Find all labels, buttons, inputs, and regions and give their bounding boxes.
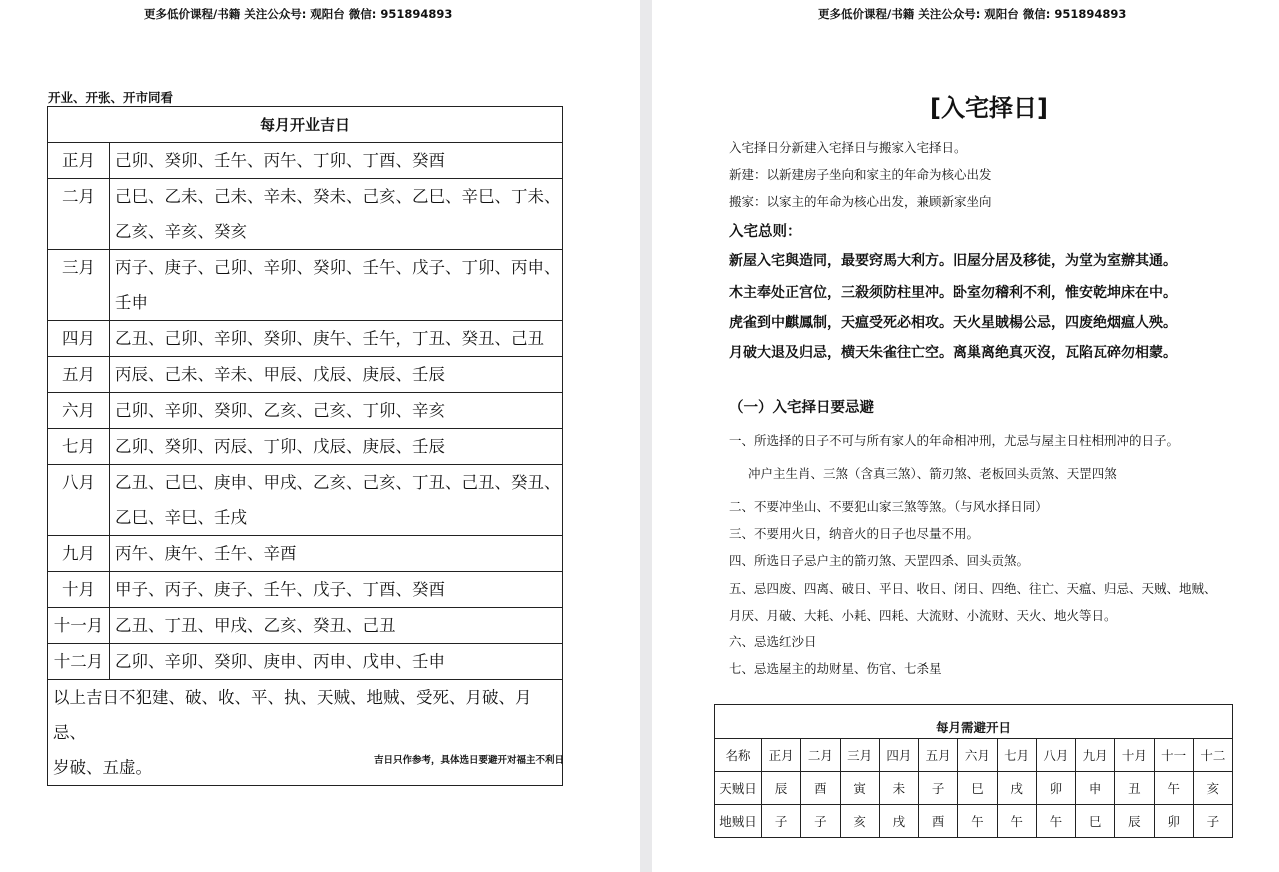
avoid-table-title: 每月需避开日	[715, 705, 1233, 739]
days-cell	[110, 357, 563, 393]
table-row	[48, 393, 563, 429]
verse-line: 月破大退及归忌，横天朱雀往亡空。离巢离绝真灭沒，瓦陷瓦碎勿相蒙。	[729, 345, 1177, 361]
month-value-cell: 十月	[1115, 739, 1154, 772]
avoid-days-table	[714, 704, 1233, 838]
page-divider	[640, 0, 652, 872]
month-cell: 十二月	[48, 644, 110, 680]
month-value-cell: 六月	[958, 739, 997, 772]
month-value-cell: 亥	[1193, 772, 1232, 805]
days-line: 乙丑、丁丑、甲戌、乙亥、癸丑、己丑	[115, 616, 396, 635]
month-value-cell: 午	[1154, 772, 1193, 805]
month-value-cell: 二月	[801, 739, 840, 772]
table-row	[715, 805, 1233, 838]
month-cell: 九月	[48, 536, 110, 572]
month-cell: 五月	[48, 357, 110, 393]
month-value-cell: 酉	[919, 805, 958, 838]
days-line: 甲子、丙子、庚子、壬午、戊子、丁酉、癸酉	[115, 580, 445, 599]
table-row	[48, 250, 563, 321]
month-value-cell: 辰	[762, 772, 801, 805]
month-value-cell: 四月	[879, 739, 918, 772]
row-label-cell: 天贼日	[715, 772, 762, 805]
month-value-cell: 巳	[958, 772, 997, 805]
month-value-cell: 七月	[997, 739, 1036, 772]
days-line: 乙卯、辛卯、癸卯、庚申、丙申、戊申、壬申	[115, 652, 445, 671]
month-value-cell: 子	[919, 772, 958, 805]
table-row	[48, 536, 563, 572]
days-cell	[110, 179, 563, 250]
header-row	[715, 739, 1233, 772]
table-row	[48, 321, 563, 357]
verse-line: 新屋入宅與造同，最要窍馬大利方。旧屋分居及移徒，为堂为室辦其通。	[729, 253, 1177, 269]
month-value-cell: 子	[801, 805, 840, 838]
days-cell	[110, 536, 563, 572]
table-title: 每月开业吉日	[48, 107, 563, 143]
days-line: 壬申	[115, 293, 148, 312]
footnote: 吉日只作参考，具体选日要避开对福主不利日	[374, 755, 565, 766]
month-cell: 四月	[48, 321, 110, 357]
month-value-cell: 子	[1193, 805, 1232, 838]
rule-line: 四、所选日子忌户主的箭刃煞、天罡四杀、回头贡煞。	[729, 553, 1030, 568]
header-promo: 更多低价课程/书籍 关注公众号: 观阳台 微信: 951894893	[818, 7, 1127, 21]
table-row	[48, 179, 563, 250]
days-line: 丙子、庚子、己卯、辛卯、癸卯、壬午、戊子、丁卯、丙申、	[115, 258, 561, 277]
header-promo: 更多低价课程/书籍 关注公众号: 观阳台 微信: 951894893	[144, 7, 453, 21]
month-value-cell: 申	[1076, 772, 1115, 805]
month-value-cell: 未	[879, 772, 918, 805]
month-value-cell: 卯	[1036, 772, 1075, 805]
month-cell: 七月	[48, 429, 110, 465]
days-line: 己巳、乙未、己未、辛未、癸未、己亥、乙巳、辛巳、丁未、	[115, 187, 561, 206]
month-value-cell: 午	[997, 805, 1036, 838]
row-label-cell: 地贼日	[715, 805, 762, 838]
month-cell: 二月	[48, 179, 110, 250]
days-cell	[110, 644, 563, 680]
rule-line: 五、忌四废、四离、破日、平日、收日、闭日、四绝、往亡、天瘟、归忌、天贼、地贼、	[729, 581, 1217, 596]
table-row	[715, 772, 1233, 805]
days-cell	[110, 465, 563, 536]
month-cell: 十一月	[48, 608, 110, 644]
principles-heading: 入宅总则：	[729, 224, 802, 240]
section-heading: （一）入宅择日要忌避	[729, 400, 874, 416]
month-cell: 十月	[48, 572, 110, 608]
rule-line: 一、所选择的日子不可与所有家人的年命相冲刑，尤忌与屋主日柱相刑冲的日子。	[729, 433, 1180, 448]
month-value-cell: 酉	[801, 772, 840, 805]
moving-text: 搬家：以家主的年命为核心出发，兼顾新家坐向	[729, 194, 992, 209]
verse-line: 木主奉处正宫位，三殺须防柱里冲。卧室勿稽利不利，惟安乾坤床在中。	[729, 285, 1177, 301]
new-build-text: 新建：以新建房子坐向和家主的年命为核心出发	[729, 167, 992, 182]
month-value-cell: 巳	[1076, 805, 1115, 838]
month-value-cell: 正月	[762, 739, 801, 772]
month-value-cell: 三月	[840, 739, 879, 772]
footer-line: 以上吉日不犯建、破、收、平、执、天贼、地贼、受死、月破、月忌、	[53, 688, 532, 742]
table-footer	[48, 680, 563, 786]
month-value-cell: 五月	[919, 739, 958, 772]
month-cell: 正月	[48, 143, 110, 179]
footer-line: 岁破、五虚。	[53, 758, 152, 777]
month-value-cell: 九月	[1076, 739, 1115, 772]
month-value-cell: 八月	[1036, 739, 1075, 772]
rule-line: 三、不要用火日，纳音火的日子也尽量不用。	[729, 526, 980, 541]
month-value-cell: 亥	[840, 805, 879, 838]
month-value-cell: 十一	[1154, 739, 1193, 772]
days-line: 乙丑、己巳、庚申、甲戌、乙亥、己亥、丁丑、己丑、癸丑、	[115, 473, 561, 492]
month-value-cell: 午	[1036, 805, 1075, 838]
days-line: 己卯、辛卯、癸卯、乙亥、己亥、丁卯、辛亥	[115, 401, 445, 420]
days-cell	[110, 608, 563, 644]
rule-line: 月厌、月破、大耗、小耗、四耗、大流财、小流财、天火、地火等日。	[729, 608, 1117, 623]
right-page	[652, 0, 1279, 872]
days-line: 乙巳、辛巳、壬戌	[115, 508, 247, 527]
rule-line: 六、忌选红沙日	[729, 634, 817, 649]
table-row	[48, 644, 563, 680]
days-cell	[110, 393, 563, 429]
intro-text: 入宅择日分新建入宅择日与搬家入宅择日。	[729, 140, 967, 155]
days-line: 乙亥、辛亥、癸亥	[115, 222, 247, 241]
rule-line: 七、忌选屋主的劫财星、伤官、七杀星	[729, 661, 942, 676]
month-cell: 三月	[48, 250, 110, 321]
month-value-cell: 十二	[1193, 739, 1232, 772]
days-cell	[110, 429, 563, 465]
days-line: 乙丑、己卯、辛卯、癸卯、庚午、壬午，丁丑、癸丑、己丑	[115, 329, 544, 348]
month-value-cell: 戌	[997, 772, 1036, 805]
lucky-days-table	[47, 106, 563, 786]
days-cell	[110, 321, 563, 357]
days-line: 丙午、庚午、壬午、辛酉	[115, 544, 297, 563]
days-cell	[110, 572, 563, 608]
table-row	[48, 465, 563, 536]
table-row	[48, 357, 563, 393]
days-line: 丙辰、己未、辛未、甲辰、戊辰、庚辰、壬辰	[115, 365, 445, 384]
days-line: 乙卯、癸卯、丙辰、丁卯、戊辰、庚辰、壬辰	[115, 437, 445, 456]
table-row	[48, 143, 563, 179]
table-row	[48, 572, 563, 608]
month-value-cell: 卯	[1154, 805, 1193, 838]
month-value-cell: 午	[958, 805, 997, 838]
month-value-cell: 丑	[1115, 772, 1154, 805]
row-label-cell: 名称	[715, 739, 762, 772]
table-row	[48, 429, 563, 465]
month-cell: 八月	[48, 465, 110, 536]
rule-line: 冲户主生肖、三煞（含真三煞）、箭刃煞、老板回头贡煞、天罡四煞	[748, 466, 1117, 481]
caption: 开业、开张、开市同看	[48, 90, 174, 105]
days-line: 己卯、癸卯、壬午、丙午、丁卯、丁酉、癸酉	[115, 151, 445, 170]
rule-line: 二、不要冲坐山、不要犯山家三煞等煞。（与风水择日同）	[729, 499, 1048, 514]
month-cell: 六月	[48, 393, 110, 429]
verse-line: 虎雀到中麒鳳制，天瘟受死必相攻。天火星賊楊公忌，四废绝烟瘟人殃。	[729, 315, 1177, 331]
month-value-cell: 子	[762, 805, 801, 838]
month-value-cell: 戌	[879, 805, 918, 838]
month-value-cell: 寅	[840, 772, 879, 805]
month-value-cell: 辰	[1115, 805, 1154, 838]
table-row	[48, 608, 563, 644]
days-cell	[110, 143, 563, 179]
days-cell	[110, 250, 563, 321]
page-title: [入宅择日]	[930, 94, 1048, 122]
